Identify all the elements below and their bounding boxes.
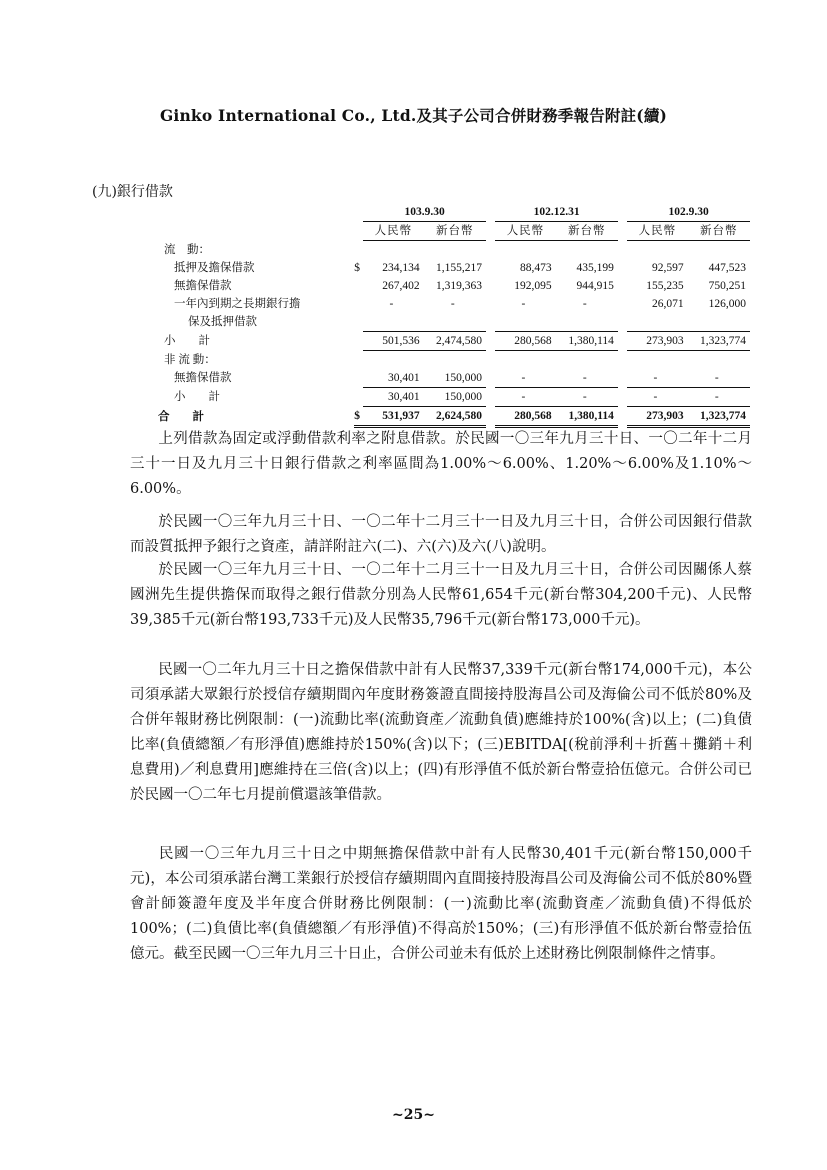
table-row [150, 332, 750, 351]
table-row [150, 241, 750, 260]
row-label: 一年內到期之長期銀行擔 [174, 298, 301, 310]
paragraph-text: 上列借款為固定或浮動借款利率之附息借款。於民國一〇三年九月三十日、一〇二年十二月三十一日及九月三十日銀行借款之利率區間為1.00%～6.00%、1.20%～6.00%及1.10%～6.00%。 [130, 431, 752, 497]
currency-header: 新台幣 [688, 222, 750, 241]
table-cell: 1,380,114 [556, 332, 618, 351]
table-cell: - [495, 369, 555, 388]
paragraph-text: 於民國一〇三年九月三十日、一〇二年十二月三十一日及九月三十日，合併公司因銀行借款而設質抵押予銀行之資產，請詳附註六(二)、六(六)及六(八)說明。 [130, 514, 752, 555]
table-cell: 501,536 [363, 332, 423, 351]
table-cell: - [627, 369, 687, 388]
bank-loans-table [150, 203, 750, 428]
table-row [150, 259, 750, 277]
table-cell: 2,624,580 [424, 407, 486, 427]
table-cell: - [389, 298, 394, 310]
paragraph-text: 民國一〇二年九月三十日之擔保借款中計有人民幣37,339千元(新台幣174,000千元)，本公司須承諾大眾銀行於授信存續期間內年度財務簽證直間接持股海昌公司及海倫公司不低於80%及合併年報財務比例限制：(一)流動比率(流動資產／流動負債)應維持於100%(含)以上；(二)負債比率(負債總額／有形淨值)應維持於150%(含)以下；(三)EBITDA[(稅前淨利＋折舊＋攤銷＋利息費用)／利息費用]應維持在三倍(含)以上；(四)有形淨值不低於新台幣壹拾伍億元。合併公司已於民國一〇二年七月提前償還該筆借款。 [130, 662, 752, 803]
period-header: 102.12.31 [495, 203, 618, 222]
table-row [150, 407, 750, 427]
row-label: 小 計 [174, 391, 220, 403]
paragraph [130, 842, 752, 967]
table-cell: 88,473 [520, 262, 552, 274]
table-cell: 1,323,774 [688, 332, 750, 351]
period-header: 102.9.30 [627, 203, 750, 222]
table-cell: 150,000 [424, 369, 486, 388]
row-label: 流 動： [164, 244, 210, 256]
table-cell: 155,235 [646, 280, 684, 292]
table-cell: 1,380,114 [556, 407, 618, 427]
paragraph [130, 558, 752, 633]
table-cell: 267,402 [382, 280, 420, 292]
period-header-row [150, 203, 750, 222]
table-row [150, 277, 750, 295]
table-cell: - [521, 298, 526, 310]
table-cell: 26,071 [651, 298, 684, 310]
table-cell: - [556, 369, 618, 388]
paragraph [130, 427, 752, 502]
table-cell: 273,903 [627, 332, 687, 351]
table-cell: 435,199 [576, 262, 614, 274]
paragraph [130, 658, 752, 808]
table-cell: - [688, 388, 750, 407]
table-row [150, 295, 750, 313]
table-cell: - [627, 388, 687, 407]
currency-symbol: $ [354, 407, 363, 427]
row-label: 無擔保借款 [174, 280, 232, 292]
table-cell: 280,568 [495, 407, 555, 427]
currency-header: 人民幣 [627, 222, 687, 241]
table-cell: - [688, 369, 750, 388]
table-cell: - [582, 298, 587, 310]
table-cell: 273,903 [627, 407, 687, 427]
table-cell: 30,401 [363, 369, 423, 388]
page-title: Ginko International Co., Ltd.及其子公司合併財務季報告附註(續) [159, 106, 668, 125]
table-cell: 192,095 [514, 280, 552, 292]
currency-header: 新台幣 [556, 222, 618, 241]
currency-header: 人民幣 [495, 222, 555, 241]
table-cell: 1,323,774 [688, 407, 750, 427]
section-title: (九)銀行借款 [92, 184, 173, 200]
table-cell: 30,401 [363, 388, 423, 407]
table-cell: 150,000 [424, 388, 486, 407]
table-cell: 944,915 [576, 280, 614, 292]
currency-header: 新台幣 [424, 222, 486, 241]
table-row [150, 369, 750, 388]
table-cell: - [556, 388, 618, 407]
table-cell: 2,474,580 [424, 332, 486, 351]
paragraph-text: 於民國一〇三年九月三十日、一〇二年十二月三十一日及九月三十日，合併公司因關係人蔡國洲先生提供擔保而取得之銀行借款分別為人民幣61,654千元(新台幣304,200千元)、人民幣39,385千元(新台幣193,733千元)及人民幣35,796千元(新台幣173,000千元)。 [130, 562, 752, 628]
row-label: 抵押及擔保借款 [174, 262, 255, 274]
paragraph [130, 510, 752, 560]
currency-symbol: $ [354, 262, 360, 274]
table-cell: 750,251 [708, 280, 746, 292]
row-label: 無擔保借款 [174, 372, 232, 385]
table-row [150, 313, 750, 332]
currency-header: 人民幣 [363, 222, 423, 241]
page-number: ~25~ [392, 1107, 435, 1123]
table-cell: - [450, 298, 455, 310]
table-cell: 447,523 [708, 262, 746, 274]
table-row [150, 351, 750, 370]
paragraph-text: 民國一〇三年九月三十日之中期無擔保借款中計有人民幣30,401千元(新台幣150,000千元)，本公司須承諾台灣工業銀行於授信存續期間內直間接持股海昌公司及海倫公司不低於80%暨會計師簽證年度及半年度合併財務比例限制：(一)流動比率(流動資產／流動負債)不得低於100%；(二)負債比率(負債總額／有形淨值)不得高於150%；(三)有形淨值不低於新台幣壹拾伍億元。截至民國一〇三年九月三十日止，合併公司並未有低於上述財務比例限制條件之情事。 [130, 846, 752, 962]
row-label: 保及抵押借款 [188, 316, 257, 329]
table-cell: 280,568 [495, 332, 555, 351]
row-label: 非 流 動： [164, 354, 216, 366]
table-cell: 531,937 [363, 407, 423, 427]
period-header: 103.9.30 [363, 203, 486, 222]
table-cell: 92,597 [651, 262, 684, 274]
row-label: 小 計 [164, 335, 210, 347]
table-cell: - [495, 388, 555, 407]
table-cell: 1,319,363 [435, 280, 482, 292]
table-cell: 1,155,217 [435, 262, 482, 274]
table-cell: 126,000 [708, 298, 746, 310]
row-label: 合 計 [158, 410, 204, 423]
currency-header-row [150, 222, 750, 241]
table-cell: 234,134 [382, 262, 420, 274]
table-row [150, 388, 750, 407]
